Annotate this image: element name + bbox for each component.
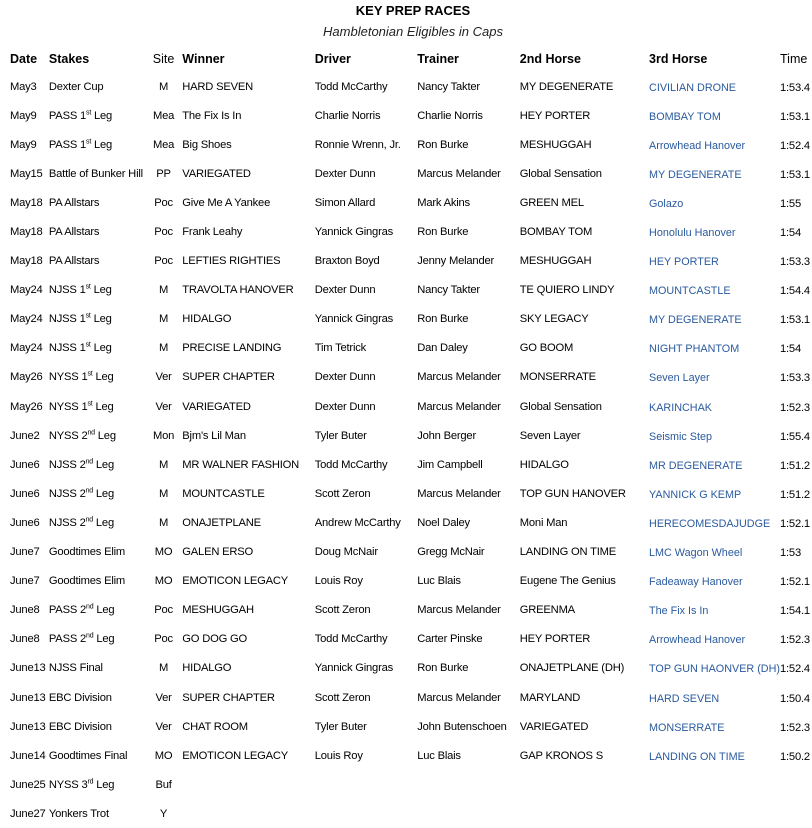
stakes-cell: PASS 2nd Leg (48, 603, 115, 617)
table-row (10, 421, 812, 450)
trainer-cell: Marcus Melander (417, 400, 501, 413)
third-horse-cell (649, 799, 780, 828)
col-header-driver: Driver (314, 52, 351, 66)
stakes-cell: PA Allstars (48, 196, 100, 209)
date-cell: May9 (10, 109, 37, 122)
stakes-cell: NJSS 2nd Leg (48, 516, 114, 529)
winner-cell: MR WALNER FASHION (182, 458, 300, 471)
trainer-cell: Marcus Melander (417, 487, 501, 500)
site-cell: Poc (154, 226, 173, 239)
second-horse-cell: GREEN MEL (519, 196, 584, 209)
third-horse-cell: MY DEGENERATE (649, 314, 742, 327)
third-horse-cell: NIGHT PHANTOM (649, 343, 740, 356)
table-row (10, 799, 812, 828)
stakes-cell: PASS 2nd Leg (48, 632, 115, 646)
stakes-cell: EBC Division (48, 691, 112, 704)
second-horse-cell: HEY PORTER (519, 109, 591, 122)
time-cell: 1:53.3 (780, 372, 810, 385)
date-cell: June13 (10, 691, 46, 704)
table-row (10, 101, 812, 130)
driver-cell: Ronnie Wrenn, Jr. (314, 138, 401, 151)
stakes-cell: PASS 1st Leg (48, 138, 113, 151)
time-cell: 1:52.1 (780, 517, 810, 530)
driver-cell: Simon Allard (314, 196, 376, 209)
date-cell: June6 (10, 458, 40, 471)
stakes-cell: Goodtimes Elim (48, 575, 126, 588)
date-cell: May24 (10, 313, 43, 326)
trainer-cell: Noel Daley (417, 516, 470, 529)
winner-cell: GALEN ERSO (182, 546, 254, 559)
second-horse-cell: BOMBAY TOM (519, 226, 593, 239)
third-horse-cell: Seven Layer (649, 372, 710, 385)
site-cell: M (158, 342, 169, 355)
time-cell: 1:53.1 (780, 110, 810, 123)
winner-cell: Big Shoes (182, 138, 232, 151)
time-cell: 1:54 (780, 343, 801, 356)
site-cell: M (158, 313, 169, 326)
driver-cell: Tyler Buter (314, 720, 367, 733)
site-cell: Mea (152, 138, 175, 151)
third-horse-cell: Arrowhead Hanover (649, 139, 746, 152)
stakes-cell: NJSS 2nd Leg (48, 458, 114, 471)
col-header-trainer: Trainer (417, 52, 459, 66)
table-row (10, 276, 812, 305)
third-horse-cell: CIVILIAN DRONE (649, 81, 737, 94)
date-cell: May9 (10, 138, 37, 151)
driver-cell: Dexter Dunn (314, 284, 376, 297)
table-row (10, 217, 812, 246)
trainer-cell: Dan Daley (417, 342, 468, 355)
driver-cell: Dexter Dunn (314, 167, 376, 180)
site-cell: M (158, 458, 169, 471)
time-cell: 1:54.4 (780, 285, 810, 298)
driver-cell: Yannick Gingras (314, 662, 394, 675)
trainer-cell: Luc Blais (417, 575, 461, 588)
second-horse-cell: ONAJETPLANE (DH) (519, 662, 625, 675)
stakes-cell: NJSS 2nd Leg (48, 487, 114, 500)
winner-cell: EMOTICON LEGACY (182, 575, 289, 588)
driver-cell: Todd McCarthy (314, 80, 388, 93)
race-rows (10, 72, 812, 828)
trainer-cell: Jenny Melander (417, 255, 495, 268)
time-cell: 1:52.3 (780, 401, 810, 414)
date-cell: June25 (10, 778, 46, 791)
table-row (10, 334, 812, 363)
stakes-cell: NYSS 2nd Leg (48, 428, 116, 442)
date-cell: May26 (10, 371, 43, 384)
winner-cell: MESHUGGAH (182, 604, 254, 617)
time-cell: 1:52.3 (780, 634, 810, 647)
trainer-cell (417, 799, 520, 828)
col-header-stakes: Stakes (48, 52, 90, 66)
third-horse-cell: MOUNTCASTLE (649, 285, 731, 298)
trainer-cell: Charlie Norris (417, 109, 483, 122)
driver-cell: Tim Tetrick (314, 342, 367, 355)
time-cell (780, 799, 812, 828)
stakes-cell: Goodtimes Elim (48, 546, 126, 559)
second-horse-cell: VARIEGATED (519, 720, 589, 733)
stakes-cell: Dexter Cup (48, 80, 104, 93)
second-horse-cell: HEY PORTER (519, 633, 591, 646)
date-cell: June14 (10, 749, 46, 762)
date-cell: June7 (10, 575, 40, 588)
trainer-cell: Mark Akins (417, 196, 470, 209)
table-row (10, 392, 812, 421)
time-cell: 1:50.2 (780, 750, 810, 763)
table-row (10, 247, 812, 276)
third-horse-cell: HARD SEVEN (649, 692, 720, 705)
stakes-cell: NJSS 1st Leg (48, 283, 112, 297)
stakes-cell: EBC Division (48, 720, 112, 733)
table-row (10, 305, 812, 334)
table-row (10, 538, 812, 567)
date-cell: May18 (10, 255, 43, 268)
winner-cell: GO DOG GO (182, 633, 247, 646)
driver-cell (315, 799, 417, 828)
second-horse-cell: MESHUGGAH (519, 255, 592, 268)
date-cell: May3 (10, 80, 37, 93)
time-cell: 1:53.4 (780, 81, 810, 94)
site-cell: M (158, 487, 169, 500)
winner-cell: CHAT ROOM (182, 720, 248, 733)
time-cell: 1:52.1 (780, 576, 810, 589)
third-horse-cell: Golazo (649, 197, 684, 210)
time-cell: 1:53.3 (780, 256, 810, 269)
driver-cell: Scott Zeron (314, 487, 371, 500)
date-cell: June13 (10, 662, 46, 675)
driver-cell: Andrew McCarthy (314, 516, 401, 529)
winner-cell: HIDALGO (182, 313, 232, 326)
third-horse-cell: HERECOMESDAJUDGE (649, 517, 771, 530)
date-cell: June13 (10, 720, 46, 733)
trainer-cell: Ron Burke (417, 226, 469, 239)
second-horse-cell: SKY LEGACY (519, 313, 589, 326)
third-horse-cell: HEY PORTER (649, 256, 719, 269)
time-cell: 1:55.4 (780, 430, 810, 443)
date-cell: May24 (10, 284, 43, 297)
driver-cell: Doug McNair (314, 546, 378, 559)
table-row (10, 741, 812, 770)
stakes-cell: NYSS 3rd Leg (48, 778, 115, 791)
site-cell: Y (159, 807, 168, 820)
site-cell: Poc (154, 255, 173, 268)
date-cell: June2 (10, 429, 40, 442)
driver-cell: Charlie Norris (314, 109, 381, 122)
trainer-cell: Marcus Melander (417, 167, 501, 180)
table-row (10, 130, 812, 159)
second-horse-cell: Eugene The Genius (519, 575, 616, 588)
third-horse-cell: KARINCHAK (649, 401, 713, 414)
col-header-time: Time (780, 52, 808, 66)
third-horse-cell: Arrowhead Hanover (649, 634, 746, 647)
time-cell: 1:55 (780, 197, 801, 210)
time-cell: 1:51.2 (780, 459, 810, 472)
site-cell: M (158, 80, 169, 93)
second-horse-cell: GAP KRONOS S (519, 749, 603, 762)
col-header-site: Site (152, 52, 175, 66)
third-horse-cell: MONSERRATE (649, 721, 725, 734)
time-cell: 1:52.3 (780, 721, 810, 734)
winner-cell: LEFTIES RIGHTIES (182, 255, 281, 268)
date-cell: May18 (10, 226, 43, 239)
site-cell: PP (156, 167, 171, 180)
date-cell: May26 (10, 400, 43, 413)
time-cell: 1:53.1 (780, 314, 810, 327)
second-horse-cell: GO BOOM (519, 342, 574, 355)
trainer-cell: Marcus Melander (417, 371, 501, 384)
third-horse-cell: Seismic Step (649, 430, 713, 443)
table-row (10, 596, 812, 625)
site-cell: Ver (155, 400, 172, 413)
winner-cell: VARIEGATED (182, 167, 251, 180)
table-row (10, 159, 812, 188)
trainer-cell: Marcus Melander (417, 604, 501, 617)
trainer-cell: Ron Burke (417, 662, 469, 675)
winner-cell: MOUNTCASTLE (182, 487, 265, 500)
stakes-cell: NYSS 1st Leg (48, 370, 114, 384)
table-row (10, 712, 812, 741)
time-cell: 1:52.4 (780, 663, 810, 676)
driver-cell: Yannick Gingras (314, 313, 394, 326)
driver-cell: Scott Zeron (314, 604, 371, 617)
stakes-cell: NJSS 1st Leg (48, 312, 112, 326)
table-row (10, 654, 812, 683)
site-cell: Poc (154, 604, 173, 617)
second-horse-cell: MARYLAND (519, 691, 581, 704)
winner-cell: Frank Leahy (182, 226, 243, 239)
driver-cell: Braxton Boyd (314, 255, 380, 268)
page-subtitle: Hambletonian Eligibles in Caps (323, 24, 503, 39)
third-horse-cell: The Fix Is In (649, 605, 709, 618)
site-cell: Ver (155, 720, 172, 733)
date-cell: June6 (10, 516, 40, 529)
trainer-cell: John Berger (417, 429, 476, 442)
third-horse-cell: LANDING ON TIME (649, 750, 745, 763)
third-horse-cell: MY DEGENERATE (649, 168, 742, 181)
table-row (10, 363, 812, 392)
trainer-cell: Nancy Takter (417, 80, 480, 93)
time-cell: 1:54.1 (780, 605, 810, 618)
races-table (10, 46, 812, 828)
trainer-cell: Gregg McNair (417, 546, 485, 559)
winner-cell: The Fix Is In (182, 109, 242, 122)
stakes-cell: NJSS Final (48, 662, 103, 675)
date-cell: June8 (10, 633, 40, 646)
site-cell: Mea (152, 109, 175, 122)
driver-cell: Dexter Dunn (314, 400, 376, 413)
date-cell: June27 (10, 807, 46, 820)
site-cell: M (158, 516, 169, 529)
page-title: KEY PREP RACES (355, 3, 471, 18)
table-row (10, 508, 812, 537)
driver-cell: Louis Roy (314, 575, 363, 588)
winner-cell: Bjm's Lil Man (182, 429, 246, 442)
stakes-cell: PA Allstars (48, 255, 100, 268)
table-row (10, 567, 812, 596)
driver-cell: Scott Zeron (314, 691, 371, 704)
site-cell: M (158, 284, 169, 297)
third-horse-cell: TOP GUN HAONVER (DH) (649, 663, 780, 676)
trainer-cell: Luc Blais (417, 749, 461, 762)
second-horse-cell: MESHUGGAH (519, 138, 592, 151)
second-horse-cell: Global Sensation (519, 167, 602, 180)
site-cell: Poc (154, 633, 173, 646)
winner-cell: SUPER CHAPTER (182, 691, 275, 704)
second-horse-cell: MY DEGENERATE (519, 80, 614, 93)
winner-cell: EMOTICON LEGACY (182, 749, 289, 762)
driver-cell: Todd McCarthy (314, 633, 388, 646)
col-header-third: 3rd Horse (649, 52, 708, 66)
stakes-cell: NYSS 1st Leg (48, 399, 114, 413)
winner-cell (182, 799, 314, 828)
trainer-cell: Ron Burke (417, 313, 469, 326)
site-cell: MO (154, 749, 173, 762)
second-horse-cell: Moni Man (519, 516, 568, 529)
trainer-cell: Jim Campbell (417, 458, 483, 471)
stakes-cell: NJSS 1st Leg (48, 341, 112, 355)
second-horse-cell: TE QUIERO LINDY (519, 284, 615, 297)
driver-cell: Tyler Buter (314, 429, 367, 442)
driver-cell: Dexter Dunn (314, 371, 376, 384)
third-horse-cell: LMC Wagon Wheel (649, 547, 743, 560)
trainer-cell: Marcus Melander (417, 691, 501, 704)
table-row (10, 72, 812, 101)
site-cell: Buf (155, 778, 172, 791)
trainer-cell: Nancy Takter (417, 284, 480, 297)
trainer-cell: Ron Burke (417, 138, 469, 151)
site-cell: Ver (155, 371, 172, 384)
site-cell: MO (154, 546, 173, 559)
third-horse-cell: Fadeaway Hanover (649, 576, 743, 589)
stakes-cell: Goodtimes Final (48, 749, 128, 762)
site-cell: Mon (152, 429, 175, 442)
table-row (10, 450, 812, 479)
stakes-cell: PASS 1st Leg (48, 108, 113, 122)
third-horse-cell: BOMBAY TOM (649, 110, 721, 123)
table-row (10, 683, 812, 712)
table-row (10, 479, 812, 508)
driver-cell: Louis Roy (314, 749, 363, 762)
third-horse-cell: YANNICK G KEMP (649, 488, 742, 501)
site-cell: Poc (154, 196, 173, 209)
second-horse-cell: HIDALGO (519, 458, 569, 471)
date-cell: May24 (10, 342, 43, 355)
driver-cell: Yannick Gingras (314, 226, 394, 239)
winner-cell: SUPER CHAPTER (182, 371, 275, 384)
table-row (10, 625, 812, 654)
col-header-second: 2nd Horse (519, 52, 581, 66)
winner-cell: HARD SEVEN (182, 80, 254, 93)
second-horse-cell: LANDING ON TIME (519, 546, 617, 559)
site-cell: M (158, 662, 169, 675)
time-cell: 1:54 (780, 227, 801, 240)
third-horse-cell: Honolulu Hanover (649, 227, 736, 240)
col-header-date: Date (10, 52, 38, 66)
driver-cell: Todd McCarthy (314, 458, 388, 471)
site-cell: Ver (155, 691, 172, 704)
table-row (10, 188, 812, 217)
winner-cell: Give Me A Yankee (182, 196, 271, 209)
stakes-cell: Yonkers Trot (48, 807, 109, 820)
time-cell: 1:50.4 (780, 692, 810, 705)
date-cell: June6 (10, 487, 40, 500)
time-cell: 1:53 (780, 547, 801, 560)
time-cell: 1:52.4 (780, 139, 810, 152)
date-cell: May15 (10, 167, 43, 180)
winner-cell: ONAJETPLANE (182, 516, 261, 529)
third-horse-cell: MR DEGENERATE (649, 459, 743, 472)
site-cell: MO (154, 575, 173, 588)
second-horse-cell: MONSERRATE (519, 371, 596, 384)
col-header-winner: Winner (182, 52, 225, 66)
date-cell: June7 (10, 546, 40, 559)
time-cell: 1:51.2 (780, 488, 810, 501)
winner-cell: TRAVOLTA HANOVER (182, 284, 294, 297)
time-cell: 1:53.1 (780, 168, 810, 181)
winner-cell: HIDALGO (182, 662, 232, 675)
trainer-cell: Carter Pinske (417, 633, 483, 646)
second-horse-cell: Seven Layer (519, 429, 581, 442)
date-cell: May18 (10, 196, 43, 209)
second-horse-cell: Global Sensation (519, 400, 602, 413)
stakes-cell: PA Allstars (48, 226, 100, 239)
winner-cell: VARIEGATED (182, 400, 251, 413)
date-cell: June8 (10, 604, 40, 617)
second-horse-cell: TOP GUN HANOVER (519, 487, 626, 500)
header-row (10, 46, 812, 72)
stakes-cell: Battle of Bunker Hill (48, 167, 143, 180)
trainer-cell: John Butenschoen (417, 720, 507, 733)
second-horse-cell: GREENMA (519, 604, 575, 617)
winner-cell: PRECISE LANDING (182, 342, 282, 355)
second-horse-cell (520, 799, 649, 828)
